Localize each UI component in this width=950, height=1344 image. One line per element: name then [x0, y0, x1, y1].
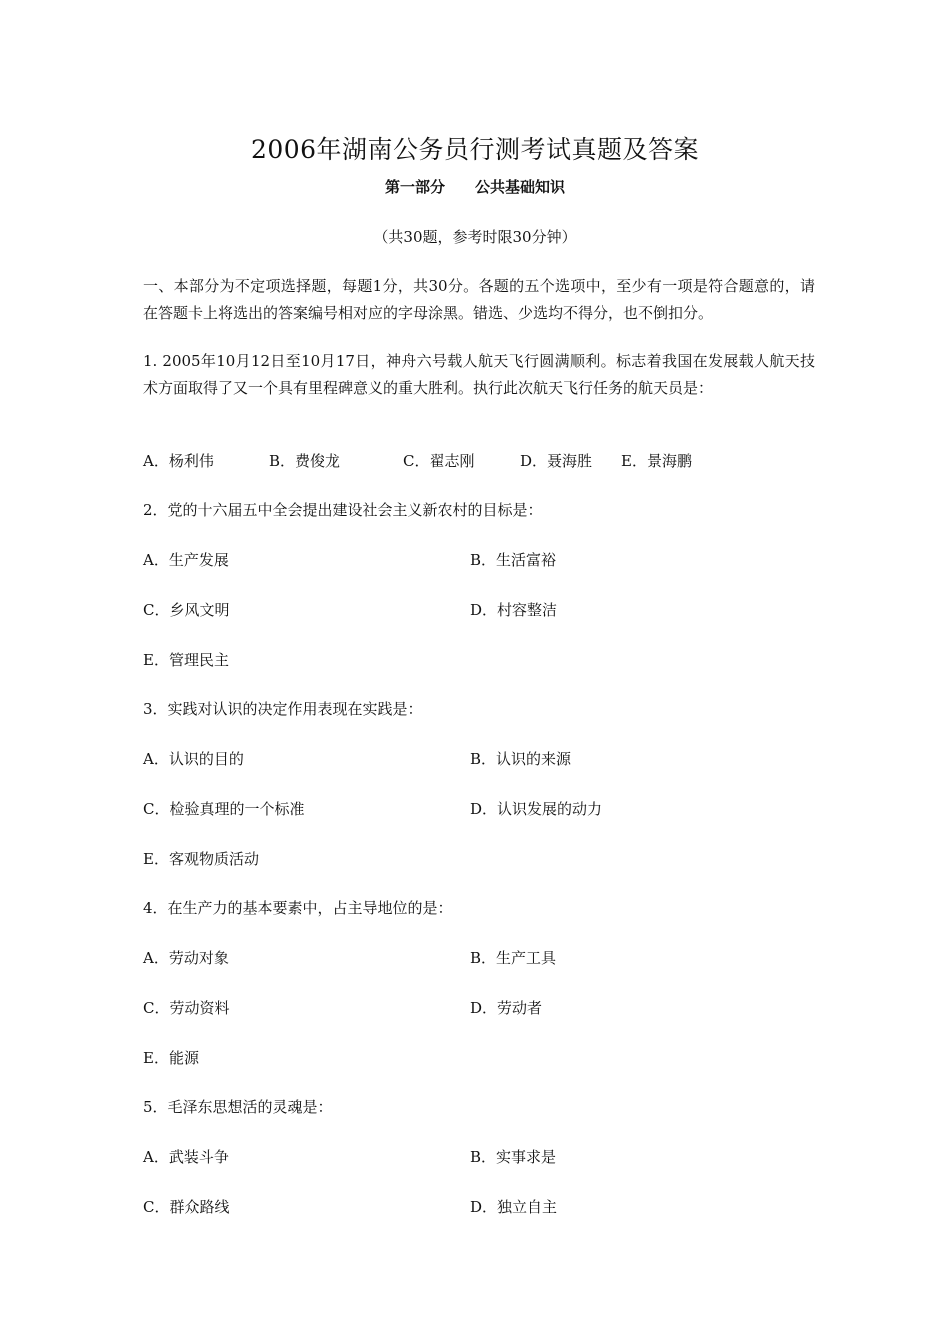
question-3-stem: 3．实践对认识的决定作用表现在实践是：	[143, 700, 423, 718]
question-5-stem: 5．毛泽东思想活的灵魂是：	[143, 1098, 333, 1116]
q3-option-a: A．认识的目的	[143, 750, 244, 768]
q4-option-a: A．劳动对象	[143, 949, 229, 967]
section-subject-label: 公共基础知识	[475, 178, 566, 196]
q3-option-b: B．认识的来源	[470, 750, 572, 768]
q5-option-a: A．武装斗争	[143, 1148, 229, 1166]
q2-option-d: D．村容整洁	[470, 601, 558, 619]
document-title: 2006年湖南公务员行测考试真题及答案	[250, 135, 700, 164]
q1-option-b: B．费俊龙	[269, 452, 341, 470]
q4-option-b: B．生产工具	[470, 949, 557, 967]
q3-option-c: C．检验真理的一个标准	[143, 800, 305, 818]
q4-option-e: E．能源	[143, 1049, 199, 1067]
q3-option-d: D．认识发展的动力	[470, 800, 603, 818]
q5-option-d: D．独立自主	[470, 1198, 558, 1216]
q1-option-e: E．景海鹏	[621, 452, 692, 470]
question-2-stem: 2．党的十六届五中全会提出建设社会主义新农村的目标是：	[143, 501, 543, 519]
q1-option-c: C．翟志刚	[403, 452, 475, 470]
q1-option-a: A．杨利伟	[143, 452, 214, 470]
q2-option-c: C．乡风文明	[143, 601, 230, 619]
q1-option-d: D．聂海胜	[520, 452, 593, 470]
q4-option-d: D．劳动者	[470, 999, 543, 1017]
question-1-stem: 1. 2005年10月12日至10月17日，神舟六号载人航天飞行圆满顺利。标志着我国在发展载人航天技术方面取得了又一个具有里程碑意义的重大胜利。执行此次航天飞行任务的航天员是：	[143, 352, 815, 397]
section-heading	[0, 176, 950, 198]
q2-option-b: B．生活富裕	[470, 551, 557, 569]
q2-option-a: A．生产发展	[143, 551, 229, 569]
question-4-stem: 4．在生产力的基本要素中，占主导地位的是：	[143, 899, 453, 917]
q5-option-b: B．实事求是	[470, 1148, 557, 1166]
q2-option-e: E．管理民主	[143, 651, 229, 669]
q3-option-e: E．客观物质活动	[143, 850, 259, 868]
q4-option-c: C．劳动资料	[143, 999, 230, 1017]
section-part-label: 第一部分	[384, 178, 445, 196]
q5-option-c: C．群众路线	[143, 1198, 230, 1216]
time-limit-note: （共30题，参考时限30分钟）	[373, 228, 577, 246]
instructions-paragraph: 一、本部分为不定项选择题，每题1分，共30分。各题的五个选项中，至少有一项是符合题意的，请在答题卡上将选出的答案编号相对应的字母涂黑。错选、少选均不得分，也不倒扣分。	[143, 277, 815, 322]
